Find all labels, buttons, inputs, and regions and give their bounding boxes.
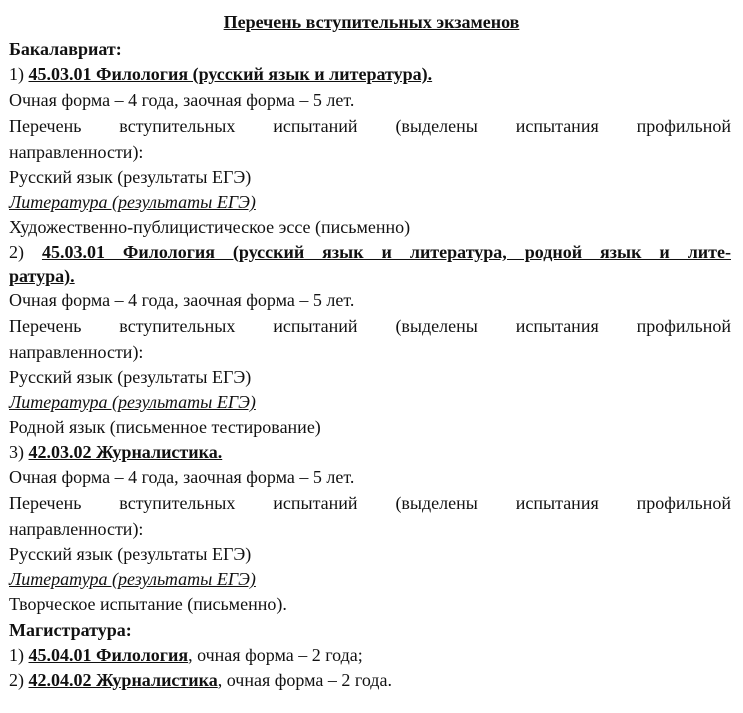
program-code-name: 42.03.02 Журналистика. bbox=[28, 442, 223, 462]
exams-intro-cont: направленности): bbox=[9, 142, 144, 162]
exam-item: Русский язык (результаты ЕГЭ) bbox=[9, 367, 252, 387]
exam-item-profile bbox=[9, 567, 731, 591]
exams-intro: Перечень вступительных испытаний (выделены испытания профильной bbox=[9, 316, 731, 336]
study-form: Очная форма – 4 года, заочная форма – 5 лет. bbox=[9, 90, 355, 110]
exam-item: Русский язык (результаты ЕГЭ) bbox=[9, 544, 252, 564]
master-program-2 bbox=[9, 668, 731, 692]
master-program-1 bbox=[9, 643, 731, 667]
program-code-name: 42.04.02 Журналистика bbox=[28, 670, 218, 690]
exams-intro-cont: направленности): bbox=[9, 342, 144, 362]
bachelor-program-3-title bbox=[9, 440, 731, 464]
exam-profile-text: Литература (результаты ЕГЭ) bbox=[9, 392, 256, 412]
study-form: Очная форма – 4 года, заочная форма – 5 лет. bbox=[9, 290, 355, 310]
program-number: 2) bbox=[9, 670, 29, 690]
program-title-cont bbox=[9, 264, 731, 288]
exams-intro-cont: направленности): bbox=[9, 519, 144, 539]
program-code-name: 45.04.01 Филология bbox=[28, 645, 189, 665]
exam-item: Русский язык (результаты ЕГЭ) bbox=[9, 167, 252, 187]
master-heading: Магистратура: bbox=[9, 620, 132, 640]
program-details: , очная форма – 2 года. bbox=[217, 670, 392, 690]
bachelor-program-1-title bbox=[9, 62, 731, 86]
exam-item: Родной язык (письменное тестирование) bbox=[9, 417, 321, 437]
bachelor-heading: Бакалавриат: bbox=[9, 39, 122, 59]
exams-intro: Перечень вступительных испытаний (выделены испытания профильной bbox=[9, 116, 731, 136]
study-form: Очная форма – 4 года, заочная форма – 5 лет. bbox=[9, 467, 355, 487]
program-number: 1) bbox=[9, 645, 29, 665]
exam-profile-text: Литература (результаты ЕГЭ) bbox=[9, 192, 256, 212]
program-code-name-cont: ратура). bbox=[9, 266, 75, 286]
exam-item-profile bbox=[9, 190, 731, 214]
program-code-name: 45.03.01 Филология (русский язык и литература, родной язык и лите- bbox=[41, 242, 731, 262]
exam-item: Художественно-публицистическое эссе (письменно) bbox=[9, 217, 411, 237]
exam-item-profile bbox=[9, 390, 731, 414]
program-details: , очная форма – 2 года; bbox=[188, 645, 363, 665]
bachelor-program-2-title bbox=[9, 240, 731, 264]
exams-intro: Перечень вступительных испытаний (выделены испытания профильной bbox=[9, 493, 731, 513]
program-code-name: 45.03.01 Филология (русский язык и литература). bbox=[28, 64, 433, 84]
document-title: Перечень вступительных экзаменов bbox=[223, 12, 520, 32]
program-number: 2) bbox=[9, 242, 42, 262]
exam-item: Творческое испытание (письменно). bbox=[9, 594, 287, 614]
exam-profile-text: Литература (результаты ЕГЭ) bbox=[9, 569, 256, 589]
program-number: 1) bbox=[9, 64, 29, 84]
program-number: 3) bbox=[9, 442, 29, 462]
